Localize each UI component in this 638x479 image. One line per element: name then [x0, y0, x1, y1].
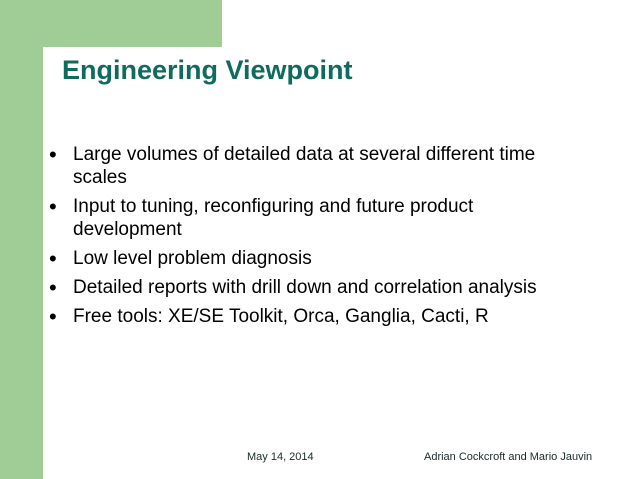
slide-title: Engineering Viewpoint [62, 55, 353, 85]
bullet-item [43, 276, 553, 299]
bullet-text: Low level problem diagnosis [73, 248, 312, 269]
accent-strip [0, 0, 43, 479]
bullet-item [43, 247, 553, 270]
footer-authors: Adrian Cockcroft and Mario Jauvin [424, 451, 593, 463]
footer-date: May 14, 2014 [247, 451, 314, 463]
bullet-item [43, 305, 553, 328]
bullet-text: Large volumes of detailed data at several different time scales [73, 144, 536, 188]
bullet-text: Detailed reports with drill down and correlation analysis [73, 277, 537, 298]
bullet-item [43, 143, 553, 189]
bullet-text: Input to tuning, reconfiguring and future product development [73, 196, 474, 240]
bullet-dot-icon: • [49, 246, 57, 271]
bullet-text: Free tools: XE/SE Toolkit, Orca, Ganglia, Cacti, R [73, 306, 489, 327]
bullet-item [43, 195, 553, 241]
bullet-dot-icon: • [49, 304, 57, 329]
bullet-dot-icon: • [49, 275, 57, 300]
bullet-list [43, 143, 553, 334]
bullet-dot-icon: • [49, 194, 57, 219]
bullet-dot-icon: • [49, 142, 57, 167]
